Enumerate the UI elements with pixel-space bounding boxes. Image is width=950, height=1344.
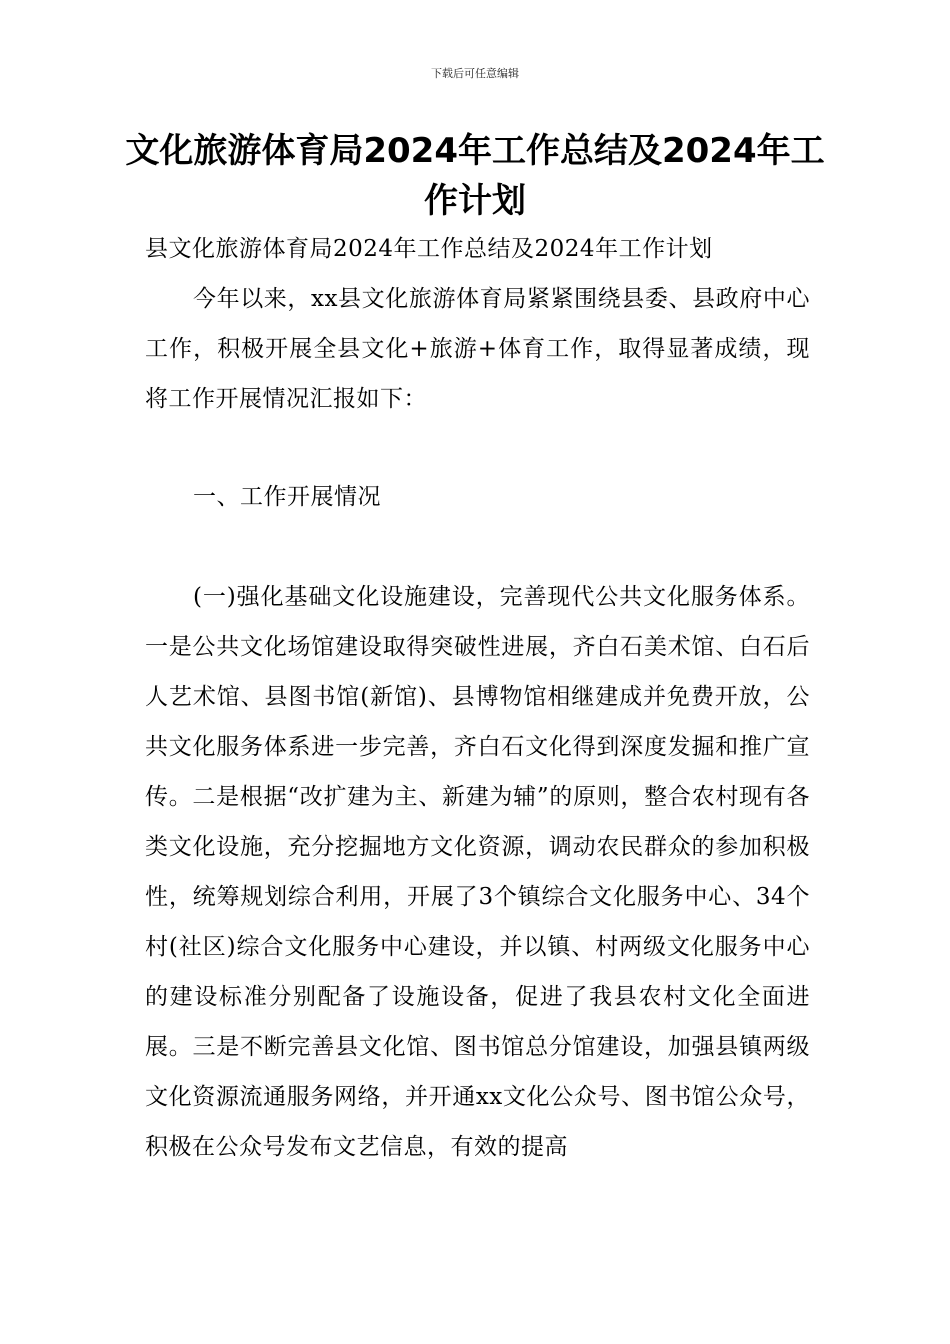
section-heading: 一、工作开展情况 [193,484,381,510]
header-note: 下载后可任意编辑 [431,67,519,80]
section-paragraph: (一)强化基础文化设施建设，完善现代公共文化服务体系。一是公共文化场馆建设取得突破性进展，齐白石美术馆、白石后人艺术馆、县图书馆(新馆)、县博物馆相继建成并免费开放，公共文化服务体系进一步完善，齐白石文化得到深度发掘和推广宣传。二是根据“改扩建为主、新建为辅”的原则，整合农村现有各类文化设施，充分挖掘地方文化资源，调动农民群众的参加积极性，统筹规划综合利用，开展了3个镇综合文化服务中心、34个村(社区)综合文化服务中心建设，并以镇、村两级文化服务中心的建设标准分别配备了设施设备，促进了我县农村文化全面进展。三是不断完善县文化馆、图书馆总分馆建设，加强县镇两级文化资源流通服务网络，并开通xx文化公众号、图书馆公众号，积极在公众号发布文艺信息，有效的提高 [145,584,810,1160]
intro-paragraph: 今年以来，xx县文化旅游体育局紧紧围绕县委、县政府中心工作，积极开展全县文化+旅游+体育工作，取得显著成绩，现将工作开展情况汇报如下： [145,286,810,412]
document-subtitle: 县文化旅游体育局2024年工作总结及2024年工作计划 [145,236,713,262]
document-title: 文化旅游体育局2024年工作总结及2024年工作计划 [125,131,825,221]
